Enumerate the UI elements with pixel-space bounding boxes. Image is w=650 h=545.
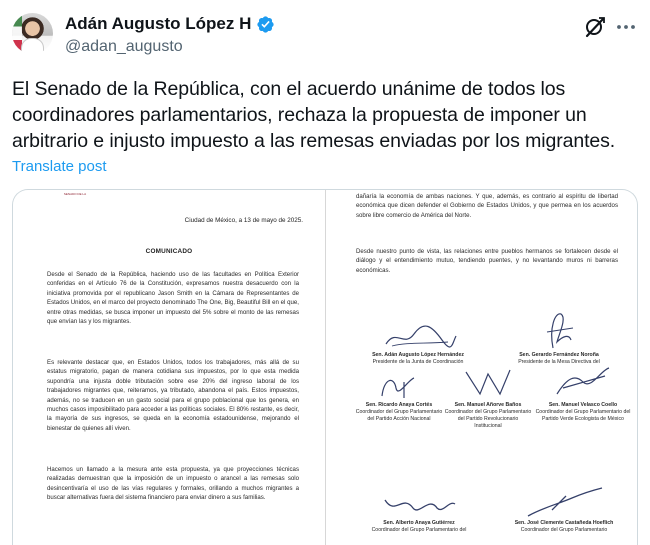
post-text: El Senado de la República, con el acuerdo unánime de todos los coordinadores parlamentarios, rechaza la propuesta de imponer un arbitrario e injusto impuesto a las remesas enviadas por los migrantes.: [12, 78, 616, 152]
handwritten-signature: [374, 372, 424, 402]
handwritten-signature: [539, 308, 579, 352]
handwritten-signature: [378, 318, 458, 352]
translate-post-link[interactable]: Translate post: [12, 158, 107, 175]
signature-role: Coordinador del Grupo Parlamentario del Partido Revolucionario Institucional: [444, 409, 532, 429]
handwritten-signature: [379, 490, 459, 520]
handwritten-signature: [460, 364, 516, 402]
author-handle[interactable]: @adan_augusto: [65, 38, 183, 55]
document-paragraph: Desde el Senado de la República, haciendo uso de las facultades en Política Exterior conferidas en el Artículo 76 de la Constitución, expresamos nuestra desacuerdo con la iniciativa promovida por el republicano Jason Smith en la Cámara de Representantes de Estados Unidos, en el marco del proyecto denominado The One, Big, Beautiful Bill en el que, entre otras medidas, se busca imponer un impuesto del 5% sobre el monto de las remesas que envían las y los migrantes.: [47, 271, 299, 326]
grok-icon[interactable]: [583, 15, 607, 39]
document-paragraph: Hacemos un llamado a la mesura ante esta propuesta, ya que proyecciones técnicas realizadas demuestran que la imposición de un impuesto o arancel a las remesas solo desincentivaría el uso de las vías regulares y formales, orillando a muchos migrantes a buscar alternativas fuera del sistema financiero para enviar dinero a sus familias.: [47, 466, 299, 502]
signature-block: [496, 484, 632, 534]
more-options-icon[interactable]: [614, 16, 638, 38]
handwritten-signature: [522, 484, 606, 520]
signature-role: Coordinador del Grupo Parlamentario del Partido Acción Nacional: [355, 409, 443, 422]
signature-block: [354, 490, 484, 534]
signature-name: Sen. Ricardo Anaya Cortés: [365, 402, 433, 408]
signature-block: [444, 364, 532, 430]
signature-block: [354, 372, 444, 423]
document-paragraph: Desde nuestro punto de vista, las relaciones entre pueblos hermanos se fortalecen desde el diálogo y el entendimiento mutuo, tendiendo puentes, y no levantando muros ni barreras económicas.: [356, 248, 618, 274]
signature-name: Sen. Adán Augusto López Hernández: [372, 352, 464, 358]
signature-role: Presidente de la Junta de Coordinación: [372, 359, 464, 365]
signature-name: Sen. Manuel Añorve Baños: [454, 402, 522, 408]
verified-badge-icon: [256, 15, 275, 34]
handwritten-signature: [553, 364, 613, 402]
document-paragraph: dañaría la economía de ambas naciones. Y que, además, es contrario al espíritu de libertad económica que dicen defender el Gobierno de Estados Unidos, y que permea en los acuerdos sobre libre comercio de América del Norte.: [356, 193, 618, 219]
signature-block: [494, 308, 624, 366]
document-page-2: [326, 190, 638, 545]
document-date: Ciudad de México, a 13 de mayo de 2025.: [184, 217, 303, 224]
document-paragraph: Es relevante destacar que, en Estados Unidos, todos los trabajadores, más allá de su estatus migratorio, pagan de manera cotidiana sus impuestos, por lo que esta medida supondría una injusta doble tributación sobre ese 20% del ingreso laboral de los trabajadores migrantes que, reiteramos, ya tributado, abandona el país. Estos impuestos, además, no se traducen en un gasto social para el grupo poblacional que los genera, en muchos casos imposibilitado para acceder a las políticas sociales. El 80% restante, es decir, la mayoría de sus ingresos, se queda en la economía estadounidense, mejorando el bienestar de quienes allí viven.: [47, 359, 299, 432]
signature-name: Sen. Gerardo Fernández Noroña: [519, 352, 599, 358]
document-title: COMUNICADO: [145, 248, 193, 255]
post-header: [0, 0, 650, 66]
signature-role: Coordinador del Grupo Parlamentario del: [371, 527, 467, 533]
signature-name: Sen. Manuel Velasco Coello: [548, 402, 618, 408]
signature-block: [534, 364, 632, 423]
avatar[interactable]: [12, 13, 53, 54]
signature-block: [358, 318, 478, 366]
svg-text:SENADO DE LA: SENADO DE LA: [63, 192, 87, 196]
signature-role: Coordinador del Grupo Parlamentario del Partido Verde Ecologista de México: [535, 409, 631, 422]
author-name-row[interactable]: [65, 14, 275, 34]
attached-document-image[interactable]: [12, 189, 638, 545]
senate-seal-icon: [55, 190, 95, 200]
signature-role: Presidente de la Mesa Directiva del: [518, 359, 600, 365]
signature-name: Sen. Alberto Anaya Gutiérrez: [383, 520, 455, 526]
document-page-1: [13, 190, 325, 545]
display-name[interactable]: Adán Augusto López H: [65, 14, 252, 33]
signature-name: Sen. José Clemente Castañeda Hoeflich: [514, 520, 614, 526]
signature-role: Coordinador del Grupo Parlamentario: [520, 527, 608, 533]
